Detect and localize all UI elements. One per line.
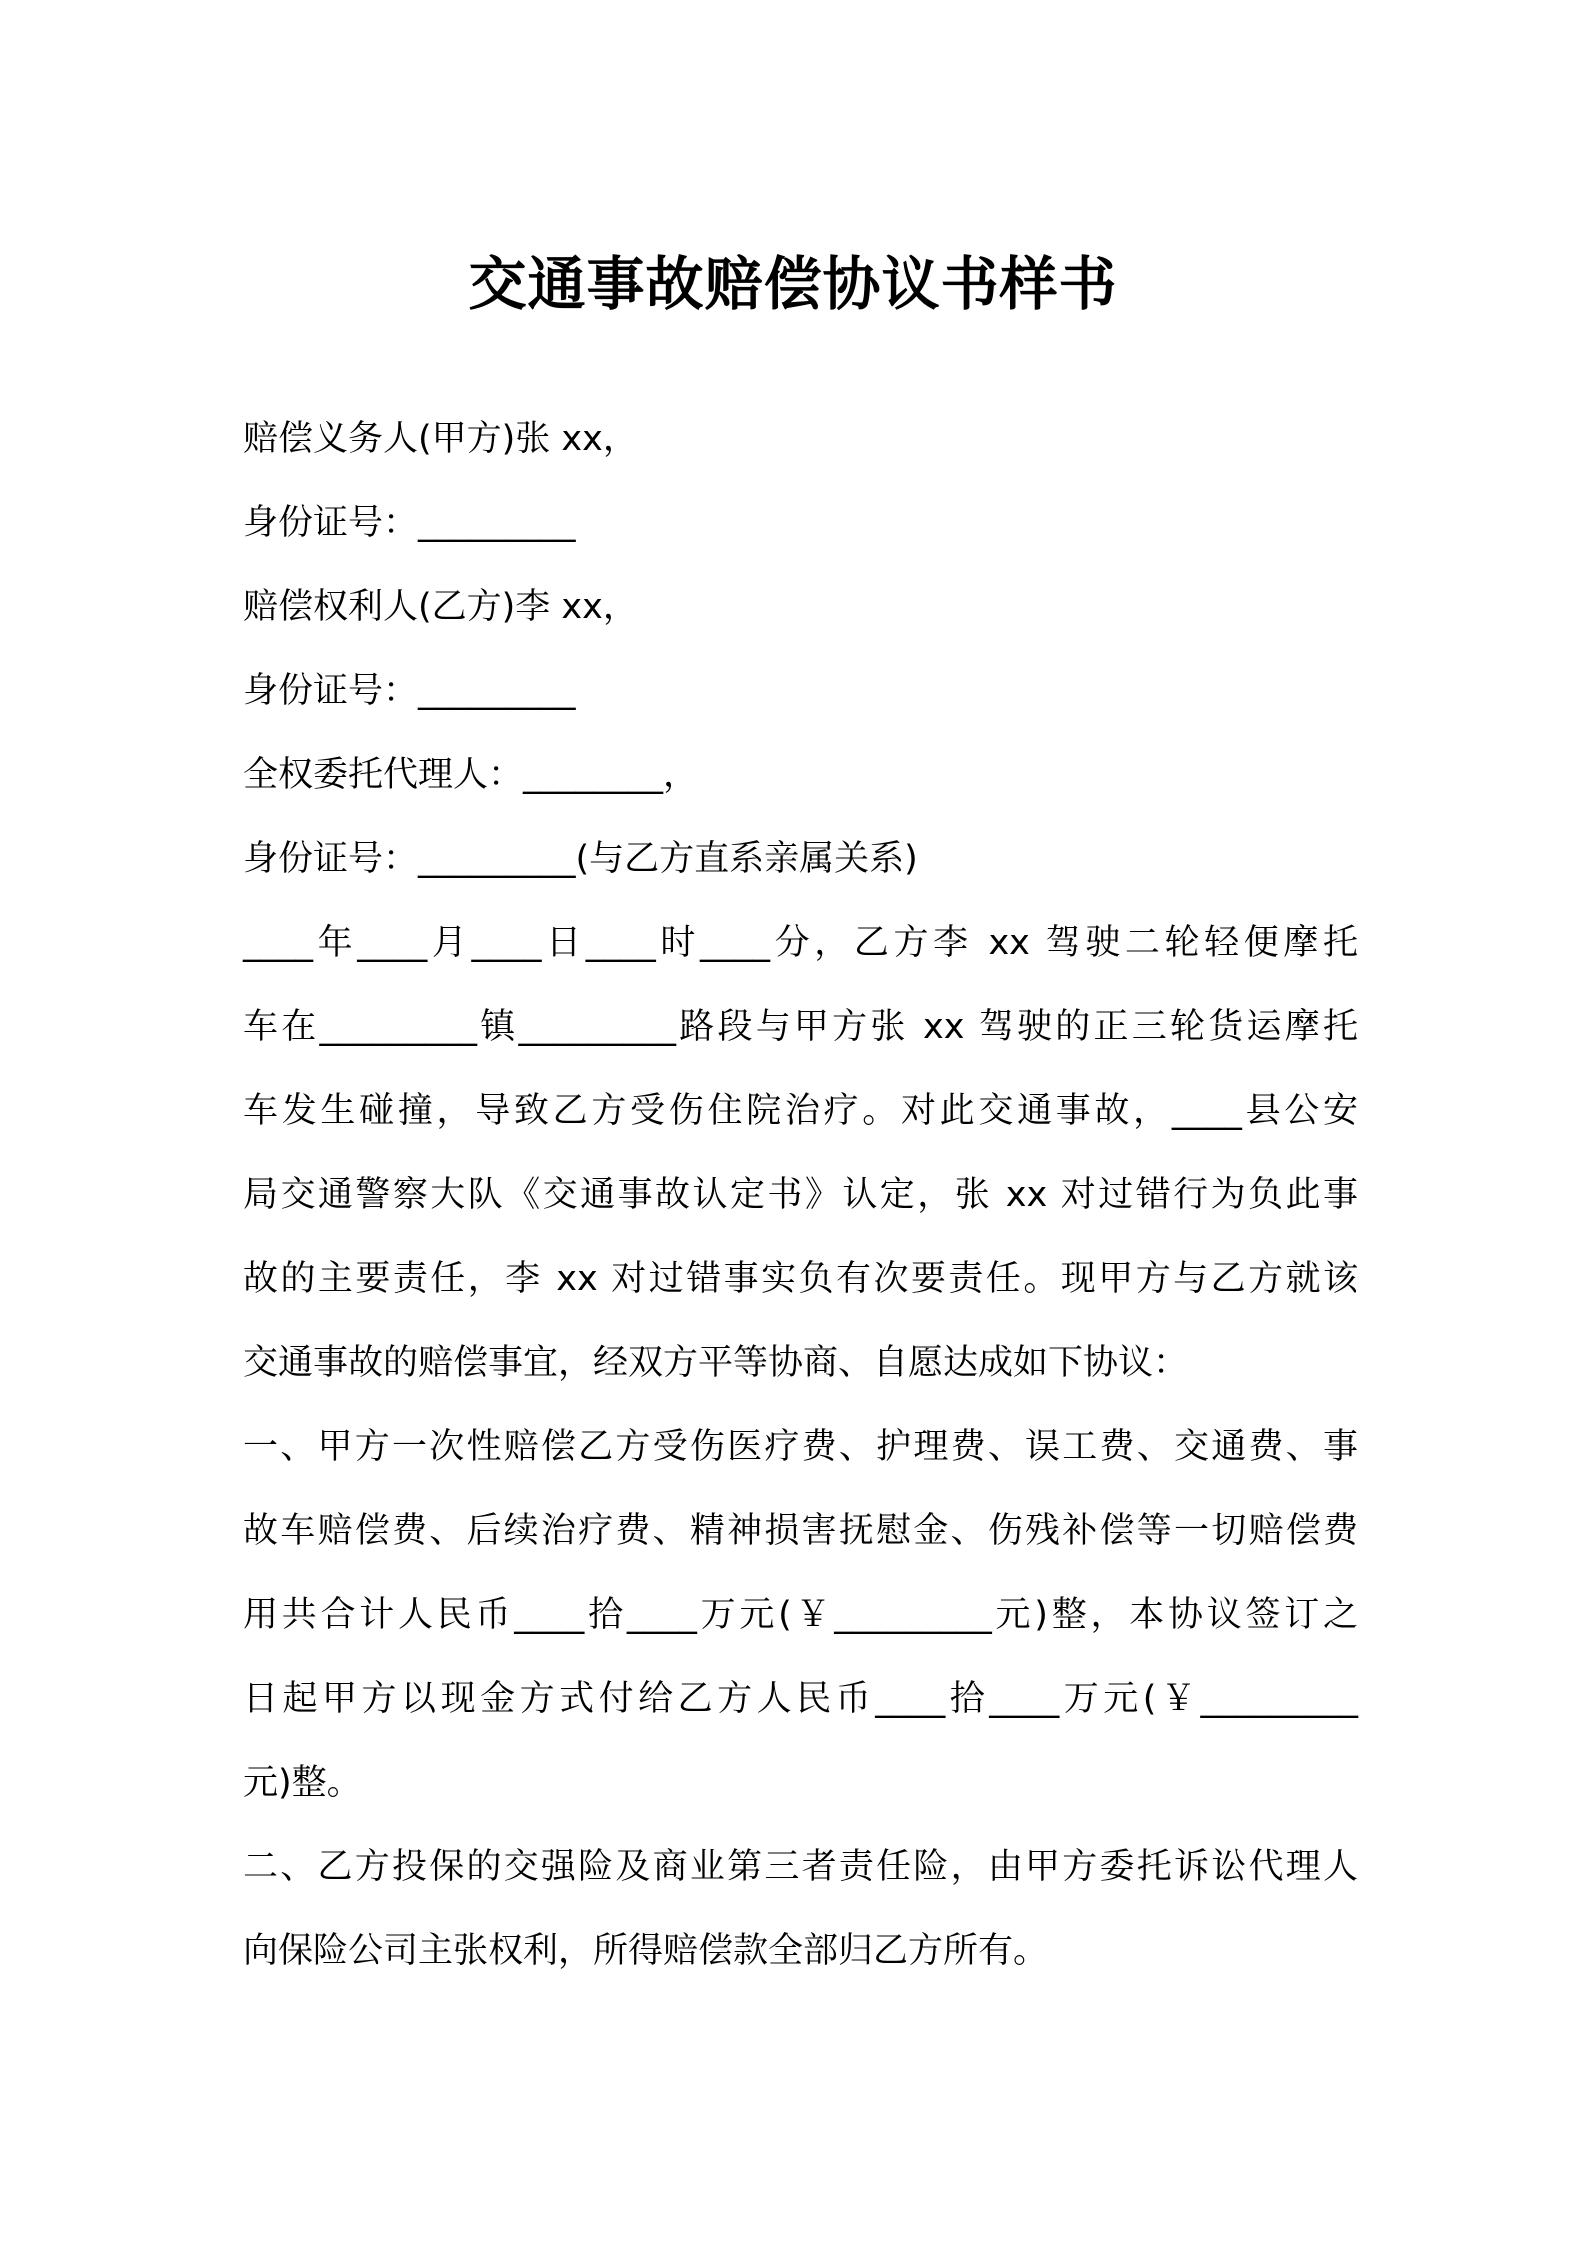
clause-1-line: 用共合计人民币____拾____万元(￥_________元)整，本协议签订之 <box>243 1595 1358 1635</box>
body-text-line: ____年____月____日____时____分，乙方李 xx 驾驶二轮轻便摩托 <box>243 923 1358 963</box>
agent-id-line: 身份证号：_________(与乙方直系亲属关系) <box>243 839 918 879</box>
party-b-id-line: 身份证号：_________ <box>243 671 576 711</box>
clause-1-line: 元)整。 <box>243 1763 362 1803</box>
clause-1-line: 一、甲方一次性赔偿乙方受伤医疗费、护理费、误工费、交通费、事 <box>243 1427 1358 1467</box>
clause-1-line: 故车赔偿费、后续治疗费、精神损害抚慰金、伤残补偿等一切赔偿费 <box>243 1511 1358 1551</box>
party-a-line: 赔偿义务人(甲方)张 xx， <box>243 419 638 459</box>
body-text-line: 交通事故的赔偿事宜，经双方平等协商、自愿达成如下协议： <box>243 1343 1189 1383</box>
clause-2-line: 向保险公司主张权利，所得赔偿款全部归乙方所有。 <box>243 1931 1049 1971</box>
agent-line: 全权委托代理人：________， <box>243 755 699 795</box>
body-text-line: 局交通警察大队《交通事故认定书》认定，张 xx 对过错行为负此事 <box>243 1175 1358 1215</box>
party-a-id-line: 身份证号：_________ <box>243 503 576 543</box>
clause-2-line: 二、乙方投保的交强险及商业第三者责任险，由甲方委托诉讼代理人 <box>243 1847 1358 1887</box>
body-text-line: 车发生碰撞，导致乙方受伤住院治疗。对此交通事故，____县公安 <box>243 1091 1358 1131</box>
document-title: 交通事故赔偿协议书样书 <box>468 249 1118 318</box>
body-text-line: 车在_________镇_________路段与甲方张 xx 驾驶的正三轮货运摩托 <box>243 1007 1358 1047</box>
body-text-line: 故的主要责任，李 xx 对过错事实负有次要责任。现甲方与乙方就该 <box>243 1259 1358 1299</box>
party-b-line: 赔偿权利人(乙方)李 xx， <box>243 587 638 627</box>
clause-1-line: 日起甲方以现金方式付给乙方人民币____拾____万元(￥_________ <box>243 1679 1358 1719</box>
